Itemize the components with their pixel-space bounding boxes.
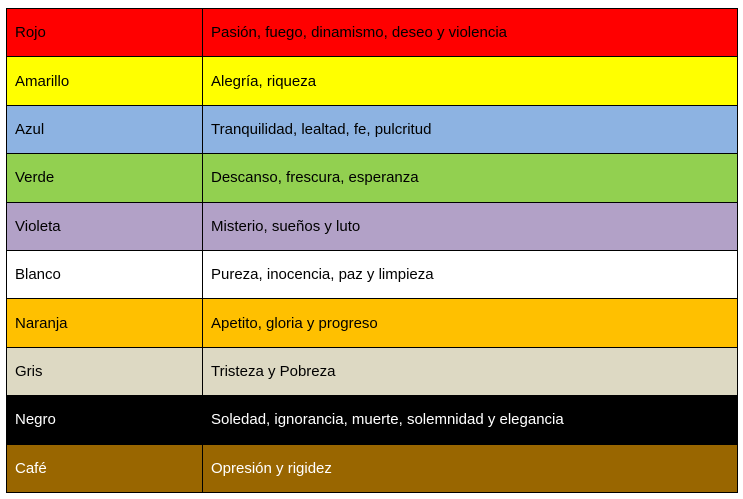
color-name-cell: Blanco xyxy=(7,250,203,298)
color-name-cell: Amarillo xyxy=(7,57,203,105)
table-row xyxy=(7,57,738,105)
color-name-cell: Rojo xyxy=(7,9,203,57)
table-row xyxy=(7,299,738,347)
color-meaning-cell: Soledad, ignorancia, muerte, solemnidad y elegancia xyxy=(203,396,738,444)
table-row xyxy=(7,396,738,444)
color-name-cell: Naranja xyxy=(7,299,203,347)
table-row xyxy=(7,105,738,153)
color-meaning-cell: Opresión y rigidez xyxy=(203,444,738,492)
color-meaning-cell: Pureza, inocencia, paz y limpieza xyxy=(203,250,738,298)
color-meaning-cell: Pasión, fuego, dinamismo, deseo y violencia xyxy=(203,9,738,57)
color-name-cell: Verde xyxy=(7,154,203,202)
color-name-cell: Negro xyxy=(7,396,203,444)
color-name-cell: Café xyxy=(7,444,203,492)
color-meaning-cell: Tranquilidad, lealtad, fe, pulcritud xyxy=(203,105,738,153)
table-row xyxy=(7,9,738,57)
color-meaning-cell: Alegría, riqueza xyxy=(203,57,738,105)
color-meaning-cell: Descanso, frescura, esperanza xyxy=(203,154,738,202)
color-name-cell: Violeta xyxy=(7,202,203,250)
table-row xyxy=(7,444,738,492)
table-row xyxy=(7,202,738,250)
color-meaning-table xyxy=(6,8,738,493)
table-row xyxy=(7,154,738,202)
color-name-cell: Azul xyxy=(7,105,203,153)
table-row xyxy=(7,347,738,395)
color-name-cell: Gris xyxy=(7,347,203,395)
color-meaning-cell: Apetito, gloria y progreso xyxy=(203,299,738,347)
color-meaning-cell: Misterio, sueños y luto xyxy=(203,202,738,250)
color-meaning-cell: Tristeza y Pobreza xyxy=(203,347,738,395)
table-row xyxy=(7,250,738,298)
